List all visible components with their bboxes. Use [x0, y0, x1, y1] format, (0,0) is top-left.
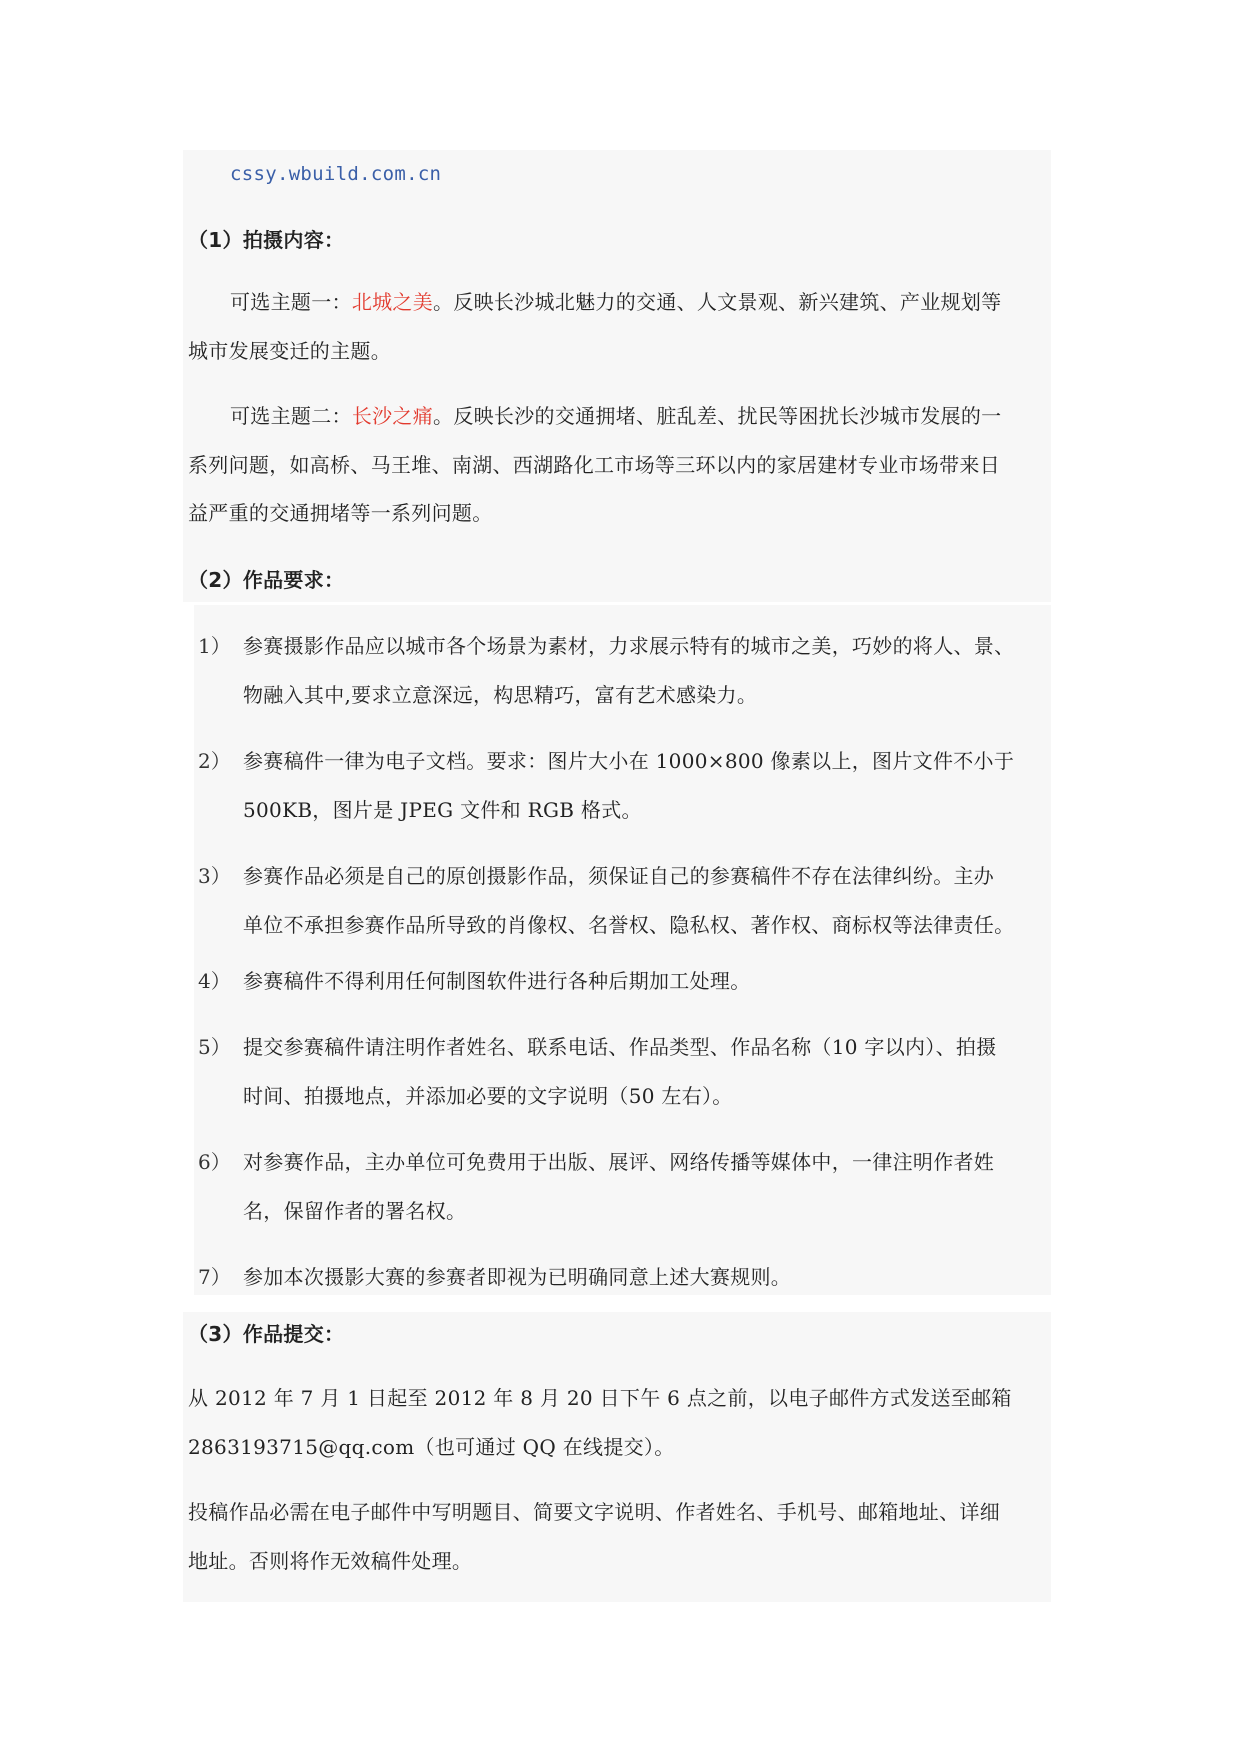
requirement-text-line: 参加本次摄影大赛的参赛者即视为已明确同意上述大赛规则。	[243, 1265, 792, 1289]
site-url-link[interactable]: cssy.wbuild.com.cn	[230, 163, 442, 185]
requirement-text-line: 500KB，图片是 JPEG 文件和 RGB 格式。	[243, 798, 642, 822]
requirement-text-line: 参赛作品必须是自己的原创摄影作品，须保证自己的参赛稿件不存在法律纠纷。主办	[243, 864, 995, 888]
theme2-name: 长沙之痛	[351, 404, 434, 428]
theme2-desc: 。反映长沙的交通拥堵、脏乱差、扰民等困扰长沙城市发展的一	[433, 404, 1002, 428]
requirement-text-line: 参赛稿件不得利用任何制图软件进行各种后期加工处理。	[243, 969, 751, 993]
requirement-text-line: 参赛摄影作品应以城市各个场景为素材，力求展示特有的城市之美，巧妙的将人、景、	[243, 634, 1015, 658]
requirement-number: 6）	[198, 1150, 231, 1174]
submission-para1-line1: 从 2012 年 7 月 1 日起至 2012 年 8 月 20 日下午 6 点之前，以电子邮件方式发送至邮箱	[188, 1386, 1012, 1410]
theme1-prefix: 可选主题一：	[230, 290, 352, 314]
section1-heading: （1）拍摄内容：	[188, 228, 345, 252]
requirement-number: 5）	[198, 1035, 231, 1059]
requirement-number: 2）	[198, 749, 231, 773]
theme2-line1	[230, 402, 1001, 430]
submission-para2-line2: 地址。否则将作无效稿件处理。	[188, 1549, 473, 1573]
theme2-line3: 益严重的交通拥堵等一系列问题。	[188, 501, 493, 525]
theme1-desc: 。反映长沙城北魅力的交通、人文景观、新兴建筑、产业规划等	[433, 290, 1002, 314]
requirement-text-line: 时间、拍摄地点，并添加必要的文字说明（50 左右）。	[243, 1084, 733, 1108]
theme1-name: 北城之美	[351, 290, 434, 314]
requirement-text-line: 名，保留作者的署名权。	[243, 1199, 467, 1223]
theme2-line2: 系列问题，如高桥、马王堆、南湖、西湖路化工市场等三环以内的家居建材专业市场带来日	[188, 453, 1000, 477]
section2-heading: （2）作品要求：	[188, 568, 345, 592]
requirement-text-line: 对参赛作品，主办单位可免费用于出版、展评、网络传播等媒体中，一律注明作者姓	[243, 1150, 995, 1174]
theme1-line2: 城市发展变迁的主题。	[188, 339, 391, 363]
requirement-text-line: 参赛稿件一律为电子文档。要求：图片大小在 1000×800 像素以上，图片文件不小于	[243, 749, 1015, 773]
section3-heading: （3）作品提交：	[188, 1322, 345, 1346]
theme2-prefix: 可选主题二：	[230, 404, 352, 428]
submission-para2-line1: 投稿作品必需在电子邮件中写明题目、简要文字说明、作者姓名、手机号、邮箱地址、详细	[188, 1500, 1000, 1524]
requirement-number: 3）	[198, 864, 231, 888]
section1-background	[183, 150, 1051, 602]
requirement-text-line: 单位不承担参赛作品所导致的肖像权、名誉权、隐私权、著作权、商标权等法律责任。	[243, 913, 1015, 937]
requirement-number: 1）	[198, 634, 231, 658]
requirement-text-line: 提交参赛稿件请注明作者姓名、联系电话、作品类型、作品名称（10 字以内）、拍摄	[243, 1035, 997, 1059]
requirement-text-line: 物融入其中,要求立意深远，构思精巧，富有艺术感染力。	[243, 683, 758, 707]
requirement-number: 4）	[198, 969, 231, 993]
requirement-number: 7）	[198, 1265, 231, 1289]
submission-para1-line2: 2863193715@qq.com（也可通过 QQ 在线提交）。	[188, 1435, 675, 1459]
theme1-line1	[230, 288, 1001, 316]
